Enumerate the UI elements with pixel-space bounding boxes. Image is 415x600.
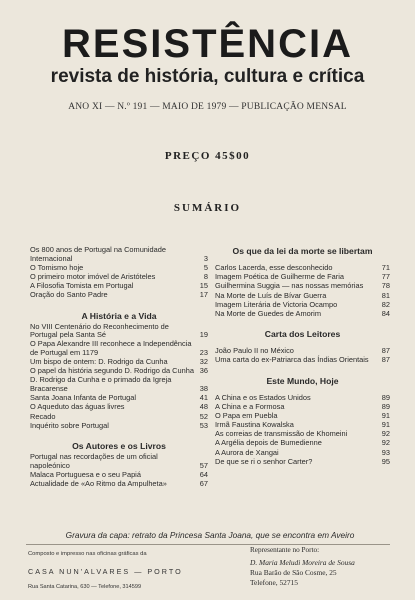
entry-page-number: 38 — [199, 384, 208, 394]
contents-entry — [215, 310, 390, 319]
entry-title: Imagem Literária de Victoria Ocampo — [215, 299, 338, 309]
entry-page-number: 15 — [199, 281, 208, 291]
entry-page-number: 36 — [199, 366, 208, 376]
contents-entry — [215, 458, 390, 467]
entry-title: Na Morte de Guedes de Amorim — [215, 308, 321, 318]
entry-title: Recado — [30, 411, 56, 421]
entry-title: A China e os Estados Unidos — [215, 392, 311, 402]
bleed-through-texture — [225, 140, 385, 200]
entry-title: Malaca Portuguesa e o seu Papiá — [30, 469, 141, 479]
entry-title: Os 800 anos de Portugal na Comunidade Internacional — [30, 245, 166, 263]
entry-title: Uma carta do ex-Patriarca das Índias Orientais — [215, 355, 369, 365]
entry-page-number: 77 — [381, 272, 390, 282]
contents-entry — [30, 422, 208, 431]
entry-page-number: 71 — [381, 263, 390, 272]
entry-title: O Papa em Puebla — [215, 410, 278, 420]
contents-entry — [30, 480, 208, 489]
mundo-entries — [215, 394, 390, 467]
entry-page-number: 23 — [199, 347, 208, 357]
entry-page-number: 8 — [203, 271, 208, 281]
entry-title: O Tomismo hoje — [30, 262, 84, 272]
entry-title: As correias de transmissão de Khomeini — [215, 429, 348, 439]
printer-line-2: CASA NUN'ALVARES — PORTO — [28, 567, 183, 576]
section-heading-leitores: Carta dos Leitores — [264, 329, 341, 340]
entry-title: Na Morte de Luís de Bívar Guerra — [215, 290, 327, 300]
section-heading-lei-da-morte: Os que da lei da morte se libertam — [232, 246, 373, 256]
entry-title: D. Rodrigo da Cunha e o primado da Igreja Bracarense — [30, 375, 172, 394]
entry-page-number: 81 — [381, 290, 390, 300]
entry-page-number: 87 — [381, 346, 390, 356]
printer-line-1: Composto e impresso nas oficinas gráficas da — [28, 551, 147, 557]
entry-title: No VIII Centenário do Reconhecimento de Portugal pela Santa Sé — [30, 321, 169, 340]
contents-entry — [30, 376, 208, 393]
entry-title: Portugal nas recordações de um oficial napoleónico — [30, 452, 158, 470]
contents-entry — [30, 340, 208, 357]
representative-line-1: Representante no Porto: — [250, 546, 320, 554]
contents-entry — [30, 291, 208, 300]
entry-title: Carlos Lacerda, esse desconhecido — [215, 263, 333, 272]
entry-page-number: 91 — [381, 420, 390, 430]
section-heading-historia: A História e a Vida — [81, 310, 157, 321]
historia-entries — [30, 323, 208, 431]
entry-title: A Aurora de Xangai — [215, 447, 279, 457]
entry-title: O primeiro motor imóvel de Aristóteles — [30, 271, 156, 281]
entry-page-number: 93 — [381, 447, 390, 457]
section-heading-mundo: Este Mundo, Hoje — [266, 375, 339, 386]
entry-title: A Filosofia Tomista em Portugal — [30, 281, 134, 291]
entry-title: A Argélia depois de Bumedienne — [215, 438, 322, 448]
leitores-entries — [215, 347, 390, 365]
porto-representative — [250, 546, 400, 588]
contents-entry — [215, 356, 390, 365]
cover-caption: Gravura da capa: retrato da Princesa Santa Joana, que se encontra em Aveiro — [65, 530, 355, 540]
representative-line-2: D. Maria Meludi Moreira de Sousa — [250, 558, 355, 567]
entry-page-number: 52 — [199, 411, 208, 421]
entry-page-number: 92 — [381, 438, 390, 448]
entry-page-number: 41 — [199, 393, 208, 403]
entry-page-number: 64 — [199, 469, 208, 479]
entry-page-number: 32 — [199, 357, 208, 367]
issue-line: ANO XI — N.º 191 — MAIO DE 1979 — PUBLICAÇÃO MENSAL — [68, 102, 347, 112]
printer-imprint — [28, 548, 208, 591]
magazine-title: RESISTÊNCIA — [62, 22, 353, 66]
entry-page-number: 53 — [199, 420, 208, 430]
entry-page-number: 89 — [381, 392, 390, 402]
entry-page-number: 48 — [199, 402, 208, 412]
contents-heading: SUMÁRIO — [173, 202, 242, 214]
printer-line-3: Rua Santa Catarina, 630 — Telefone, 314599 — [28, 584, 142, 590]
entry-title: Irmã Faustina Kowalska — [215, 420, 294, 430]
autores-entries — [30, 453, 208, 489]
entry-title: A China e a Formosa — [215, 401, 285, 411]
entry-page-number: 78 — [381, 281, 390, 291]
entry-page-number: 17 — [199, 290, 208, 300]
entry-page-number: 91 — [381, 410, 390, 420]
contents-entry — [30, 323, 208, 340]
intro-entries — [30, 246, 208, 300]
entry-title: O Papa Alexandre III reconhece a Independência de Portugal em 1179 — [30, 339, 192, 357]
price-label: PREÇO 45$00 — [164, 150, 251, 162]
entry-page-number: 82 — [381, 299, 390, 309]
entry-page-number: 84 — [381, 308, 390, 318]
contents-entry — [30, 453, 208, 470]
contents-entry — [30, 403, 208, 412]
entry-title: Guilhermina Suggia — nas nossas memórias — [215, 281, 364, 291]
entry-page-number: 95 — [381, 456, 390, 466]
entry-title: Inquérito sobre Portugal — [30, 420, 109, 430]
entry-title: O Aqueduto das águas livres — [30, 402, 125, 412]
entry-title: Actualidade de «Ao Ritmo da Ampulheta» — [30, 478, 167, 488]
entry-title: Oração do Santo Padre — [30, 290, 108, 300]
contents-right-column — [215, 246, 390, 467]
entry-page-number: 5 — [203, 262, 208, 272]
entry-title: Um bispo de ontem: D. Rodrigo da Cunha — [30, 357, 168, 367]
entry-page-number: 3 — [203, 253, 208, 263]
representative-line-3: Rua Barão de São Cosme, 25 — [250, 568, 337, 577]
entry-page-number: 92 — [381, 429, 390, 439]
contents-left-column — [30, 246, 208, 489]
entry-page-number: 87 — [381, 355, 390, 365]
footer-divider — [26, 544, 390, 545]
entry-page-number: 67 — [199, 478, 208, 488]
entry-page-number: 19 — [199, 330, 208, 340]
entry-title: Imagem Poética de Guilherme de Faria — [215, 272, 344, 282]
entry-title: O papel da história segundo D. Rodrigo da Cunha — [30, 366, 194, 376]
entry-title: Santa Joana Infanta de Portugal — [30, 393, 137, 403]
entry-page-number: 57 — [199, 460, 208, 470]
entry-page-number: 89 — [381, 401, 390, 411]
section-heading-autores: Os Autores e os Livros — [72, 441, 166, 451]
entry-title: De que se ri o senhor Carter? — [215, 456, 313, 466]
entry-title: João Paulo II no México — [215, 346, 294, 356]
representative-line-4: Telefone, 52715 — [250, 578, 298, 587]
magazine-subtitle: revista de história, cultura e crítica — [50, 66, 365, 87]
lei-entries — [215, 264, 390, 319]
contents-entry — [30, 246, 208, 263]
